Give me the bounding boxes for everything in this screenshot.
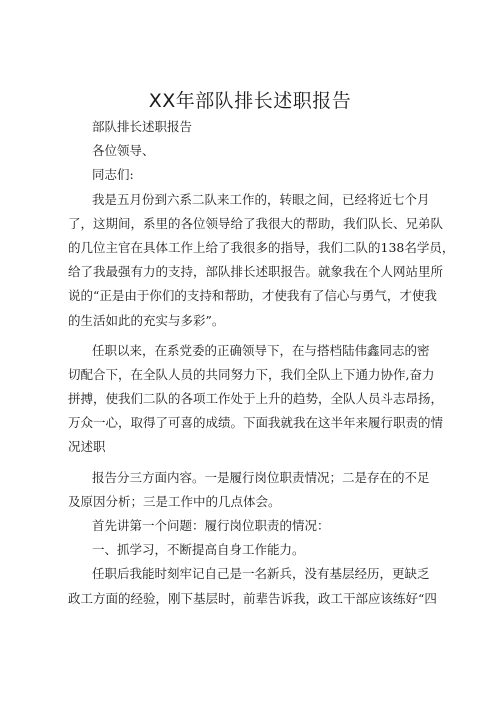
text-line: 说的“正是由于你们的支持和帮助，才使我有了信心与勇气，才使我 — [68, 288, 437, 304]
text-line: 了，这期间，系里的各位领导给了我很大的帮助，我们队长、兄弟队 — [68, 215, 444, 231]
text-line: 各位领导、 — [92, 143, 155, 159]
document-body — [68, 115, 455, 611]
text-line: 政工方面的经验，刚下基层时，前辈告诉我，政工干部应该练好“四 — [68, 590, 437, 606]
text-line: 任职后我能时刻牢记自己是一名新兵，没有基层经历，更缺乏 — [92, 566, 430, 582]
text-line: 况述职 — [68, 439, 106, 455]
text-line: 的几位主官在具体工作上给了我很多的指导，我们二队的138名学员， — [68, 239, 455, 255]
text-line: 切配合下，在全队人员的共同努力下，我们全队上下通力协作,奋力 — [68, 366, 435, 382]
text-line: 拼搏，使我们二队的各项工作处于上升的趋势，全队人员斗志昂扬， — [68, 391, 444, 407]
text-line: 部队排长述职报告 — [92, 119, 193, 134]
text-line: 我是五月份到六系二队来工作的，转眼之间，已经将近七个月 — [92, 191, 430, 207]
text-line: 的生活如此的充实与多彩”。 — [68, 312, 225, 328]
text-line: 及原因分析；三是工作中的几点体会。 — [68, 493, 281, 509]
text-line: 首先讲第一个问题：履行岗位职责的情况： — [92, 518, 330, 533]
text-line: 同志们: — [92, 167, 134, 183]
text-line: 万众一心，取得了可喜的成绩。下面我就我在这半年来履行职责的情 — [68, 415, 444, 431]
text-line: 任职以来，在系党委的正确领导下，在与搭档陆伟鑫同志的密 — [92, 342, 430, 358]
text-line: 一、抓学习，不断提高自身工作能力。 — [92, 542, 305, 558]
text-line: 给了我最强有力的支持，部队排长述职报告。就象我在个人网站里所 — [68, 264, 444, 280]
text-line: 报告分三方面内容。一是履行岗位职责情况；二是存在的不足 — [92, 469, 430, 485]
document-title: XX年部队排长述职报告 — [148, 90, 352, 112]
